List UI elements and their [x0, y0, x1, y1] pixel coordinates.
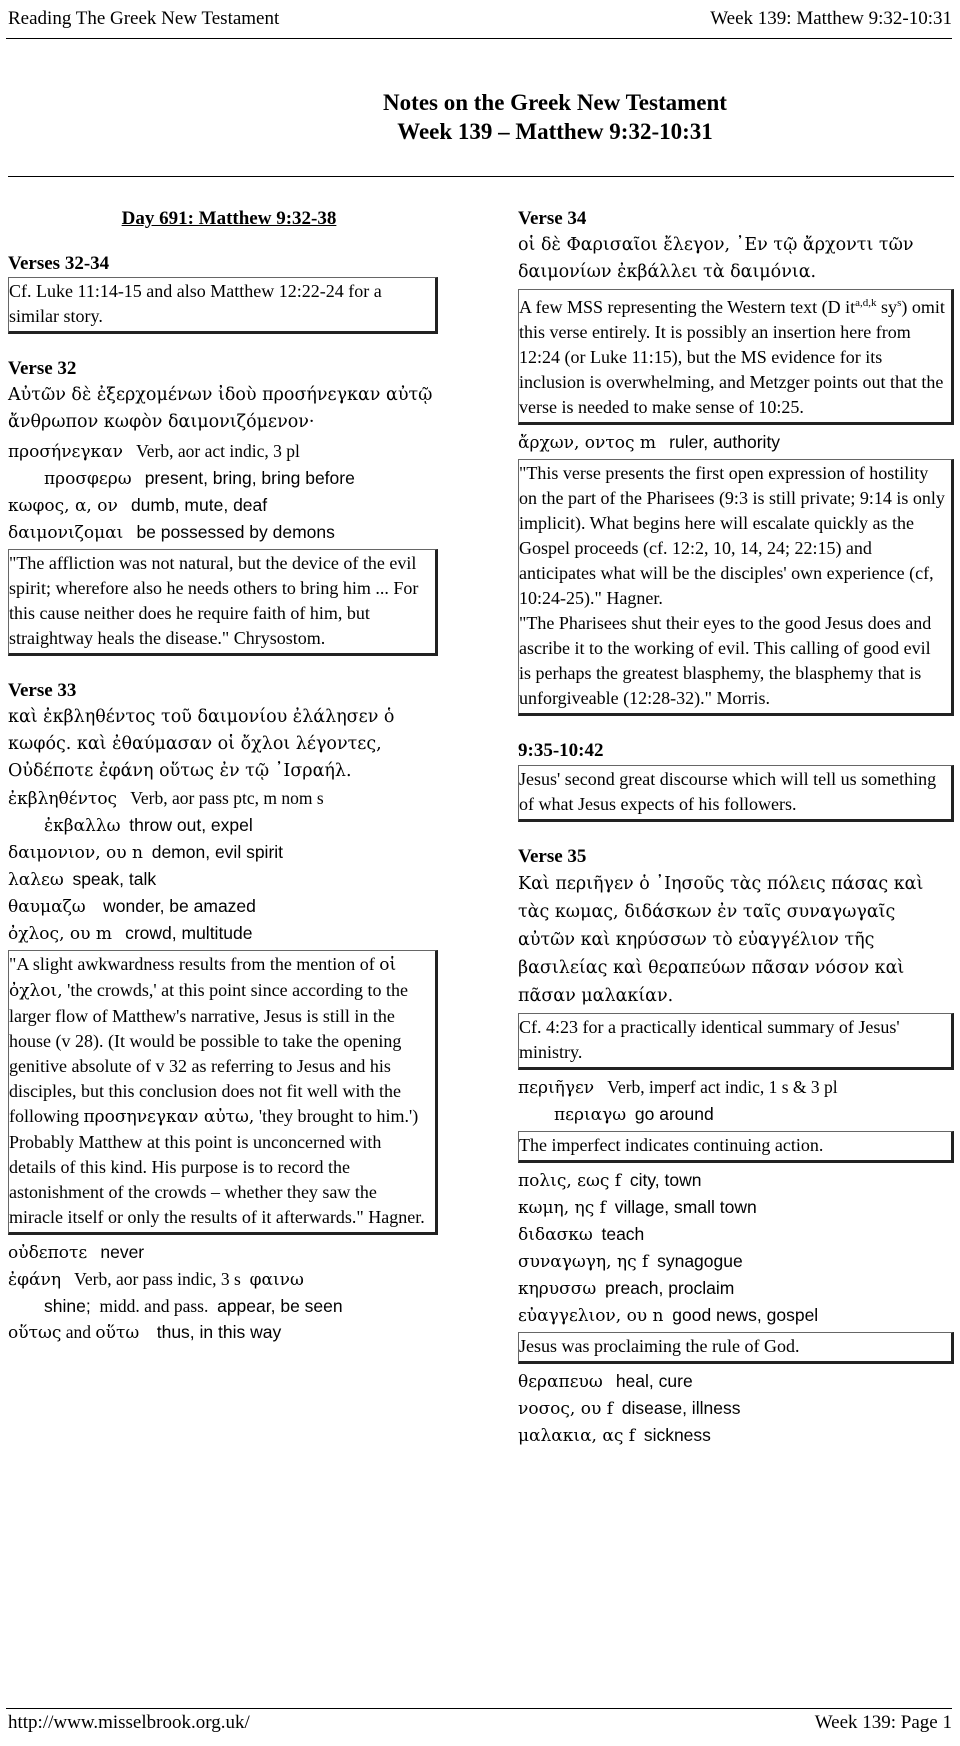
discourse-note: Jesus' second great discourse which will tell us something of what Jesus expects of his followers. [518, 765, 954, 822]
verse-35-vocab-a [518, 1167, 954, 1329]
vocab-item: οὕτως and οὕτω thus, in this way [8, 1322, 282, 1343]
verse-34-greek: οἱ δὲ Φαρισαῖοι ἔλεγον, ᾿Εν τῷ ἄρχοντι τῶν δαιμονίων ἐκβάλλει τὰ δαιμόνια. [518, 235, 914, 282]
vocab-item: εὐαγγελιον, ου n good news, gospel [518, 1305, 819, 1326]
day-heading: Day 691: Matthew 9:32-38 [121, 208, 337, 229]
verse-33-heading: Verse 33 [8, 680, 77, 701]
vocab-item: δαιμονιον, ου n demon, evil spirit [8, 842, 284, 863]
footer-page: Week 139: Page 1 [814, 1712, 952, 1733]
vocab-item: ἐκβαλλω throw out, expel [44, 815, 253, 836]
vocab-item: περιῆγεν Verb, imperf act indic, 1 s & 3 pl [518, 1077, 838, 1098]
vocab-item: μαλακια, ας f sickness [518, 1425, 711, 1446]
vocab-item: περιαγω go around [554, 1104, 714, 1125]
verse-32-vocab [8, 438, 438, 546]
hostility-note: "This verse presents the first open expression of hostility on the part of the Pharisees (9:3 is still private; 9:14 is only implicit). What begins here will escalate quickly as the Gospel proceeds (cf. 12:2, 10, 14, 24; 22:15) and anticipates what will be the disciples' own experience (cf, 10:24-25)." Hagner. [519, 463, 945, 608]
mss-note: A few MSS representing the Western text (D it$^{a,d,k}$ $sy^s$) omit this verse entirely. It is possibly an insertion here from 12:24 (or Luke 11:15), but the MS evidence for its inclusion is overwhelming, and Metzger points out that the verse is needed to make sense of 10:25. [518, 289, 954, 425]
header-right: Week 139: Matthew 9:32-10:31 [710, 8, 952, 29]
imperfect-note: The imperfect indicates continuing action. [518, 1131, 954, 1163]
cf423-note: Cf. 4:23 for a practically identical summary of Jesus' ministry. [518, 1013, 954, 1070]
vocab-item: ὀχλος, ου m crowd, multitude [8, 923, 253, 944]
vocab-item: κηρυσσω preach, proclaim [518, 1278, 735, 1299]
perieigen-vocab [518, 1074, 954, 1128]
vocab-item: πολις, εως f city, town [518, 1170, 702, 1191]
right-column [518, 206, 954, 1449]
hagner-note: "A slight awkwardness results from the mention of οἱ ὀχλοι, 'the crowds,' at this point since according to the larger flow of Matthew's narrative, Jesus is still in the house (v 28). (It would be possible to take the opening genitive absolute of v 32 as referring to Jesus and his disciples, but this conclusion does not fit well with the following προσηνεγκαν αὐτω, 'they brought to him.') Probably Matthew at this point is unconcerned with details of this kind. His purpose is to record the astonishment of the crowds – whether they saw the miracle itself or only the results of it afterwards." Hagner. [8, 950, 438, 1235]
verse-35-greek: Καὶ περιῆγεν ὁ ᾿Ιησοῦς τὰς πόλεις πάσας καὶ τὰς κωμας, διδάσκων ἐν ταῖς συναγωγαῖς αὐτῶν καὶ κηρύσσων τὸ εὐαγγέλιον τῆς βασιλείας καὶ θεραπεύων πᾶσαν νόσον καὶ πᾶσαν μαλακίαν. [518, 874, 924, 1006]
cf-note: Cf. Luke 11:14-15 and also Matthew 12:22-24 for a similar story. [8, 277, 438, 334]
archon-vocab: ἄρχων, οντος m ruler, authority [518, 432, 781, 453]
vocab-item: οὐδεποτε never [8, 1242, 145, 1263]
verse-32-greek: Αὐτῶν δὲ ἐξερχομένων ἰδοὺ προσήνεγκαν αὐτῷ ἄνθρωπον κωφὸν δαιμονιζόμενον· [8, 385, 433, 432]
page-title [0, 88, 960, 146]
hostility-morris-note [518, 459, 954, 716]
header-left: Reading The Greek New Testament [8, 8, 280, 29]
vocab-item: διδασκω teach [518, 1224, 645, 1245]
vocab-item: κωφος, α, ον dumb, mute, deaf [8, 495, 268, 516]
title-line-2: Week 139 – Matthew 9:32-10:31 [397, 119, 713, 144]
vocab-item: προσφερω present, bring, bring before [44, 468, 355, 489]
vocab-item: θεραπευω heal, cure [518, 1371, 693, 1392]
chrysostom-note: "The affliction was not natural, but the device of the evil spirit; wherefore also he needs others to bring him ... For this cause neither does he require faith of him, but straightway heals the disease." Chrysostom. [8, 549, 438, 656]
footer-url[interactable]: http://www.misselbrook.org.uk/ [8, 1712, 250, 1733]
vocab-item: θαυμαζω wonder, be amazed [8, 896, 256, 917]
verses-heading: Verses 32-34 [8, 253, 110, 274]
verse-35-vocab-b [518, 1368, 954, 1449]
vocab-item: λαλεω speak, talk [8, 869, 157, 890]
verse-33-vocab [8, 785, 438, 947]
verse-33-greek: καὶ ἐκβληθέντος τοῦ δαιμονίου ἐλάλησεν ὁ κωφός. καὶ ἐθαύμασαν οἱ ὄχλοι λέγοντες, Οὐδέποτε ἐφάνη οὕτως ἐν τῷ ᾿Ισραήλ. [8, 707, 395, 781]
vocab-item: δαιμονιζομαι be possessed by demons [8, 522, 335, 543]
vocab-item: ἐκβληθέντος Verb, aor pass ptc, m nom s [8, 788, 324, 809]
vocab-item: προσήνεγκαν Verb, aor act indic, 3 pl [8, 441, 300, 462]
page-header [8, 6, 952, 40]
left-column [8, 206, 438, 1346]
header-rule [6, 38, 952, 39]
verse-34-heading: Verse 34 [518, 208, 587, 229]
morris-note: "The Pharisees shut their eyes to the good Jesus does and ascribe it to the working of evil. This calling of good evil is perhaps the greatest blasphemy, the blasphemy that is unforgiveable (12:28-32)." Morris. [519, 613, 932, 708]
rule-note: Jesus was proclaiming the rule of God. [518, 1332, 954, 1364]
section-heading: 9:35-10:42 [518, 740, 604, 761]
vocab-item: νοσος, ου f disease, illness [518, 1398, 741, 1419]
verse-32-heading: Verse 32 [8, 358, 77, 379]
verse-35-heading: Verse 35 [518, 846, 587, 867]
verse-33-vocab-2 [8, 1239, 438, 1346]
footer-rule [6, 1708, 952, 1709]
title-line-1: Notes on the Greek New Testament [383, 90, 727, 115]
vocab-item: shine; midd. and pass. appear, be seen [44, 1296, 343, 1316]
title-rule [8, 176, 954, 177]
vocab-item: ἐφάνη Verb, aor pass indic, 3 s φαινω [8, 1269, 304, 1290]
vocab-item: συναγωγη, ης f synagogue [518, 1251, 743, 1272]
vocab-item: κωμη, ης f village, small town [518, 1197, 757, 1218]
